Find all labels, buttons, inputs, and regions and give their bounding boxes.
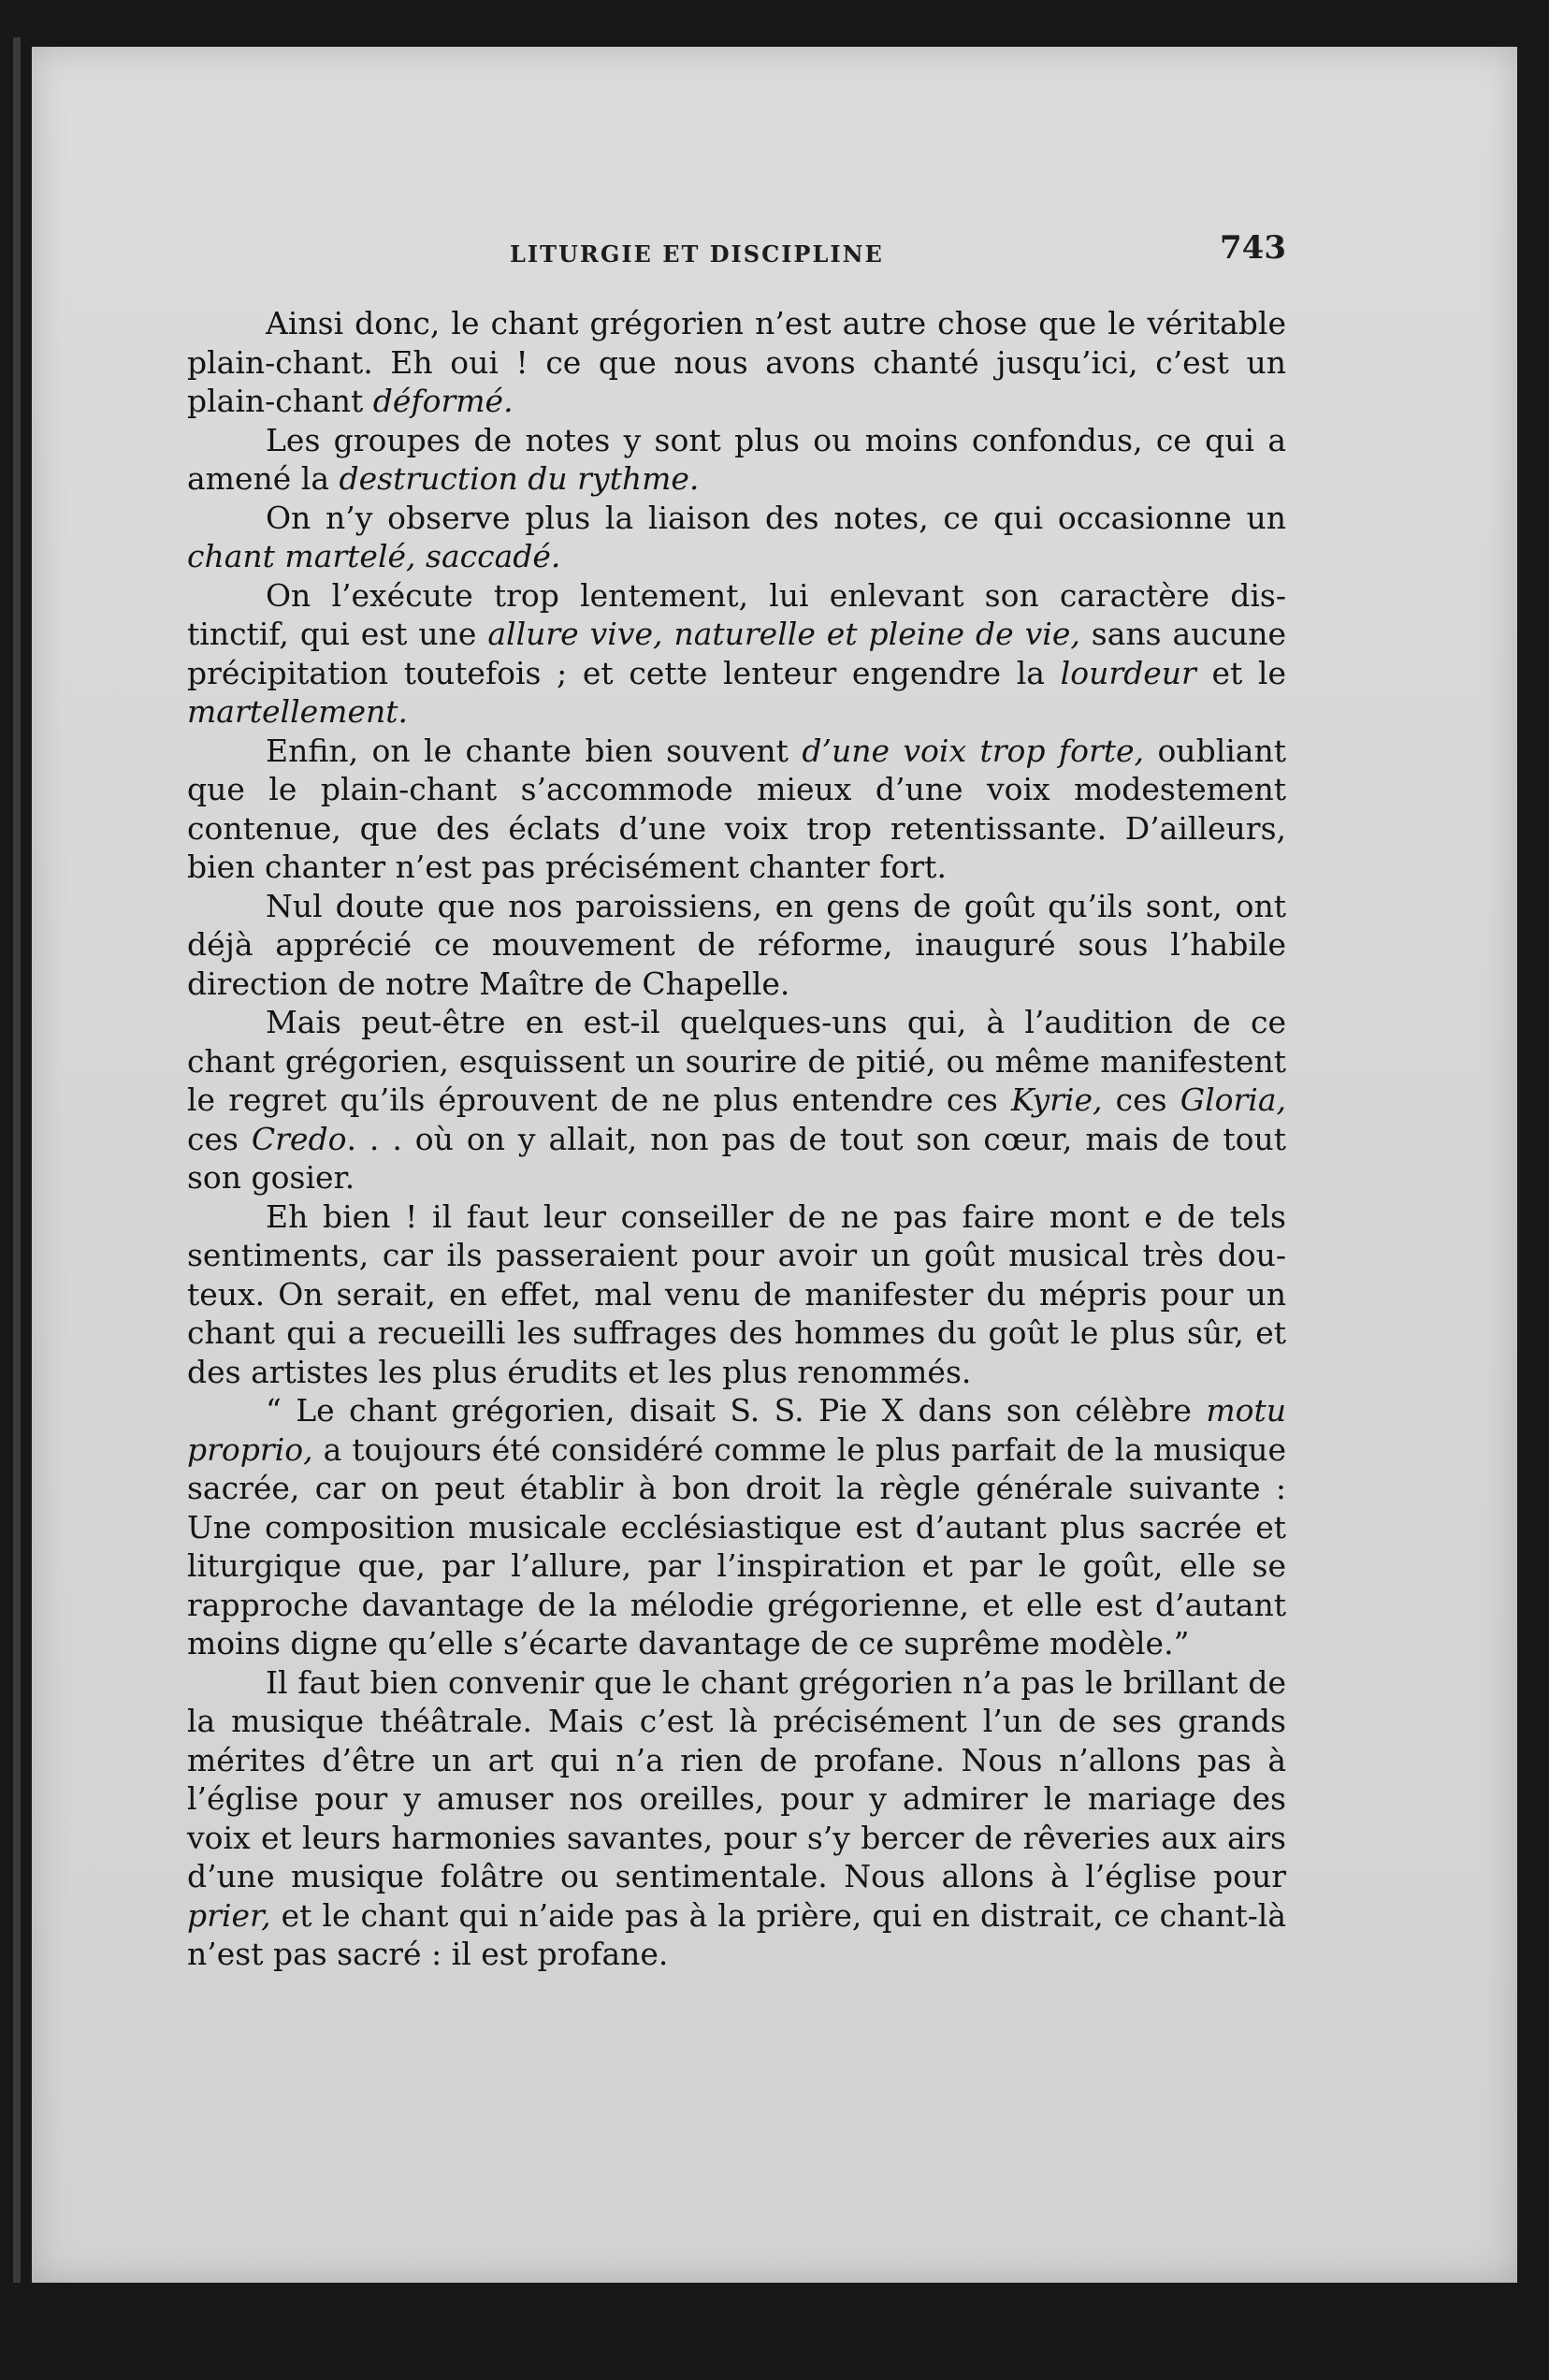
paragraph <box>187 887 1286 1004</box>
running-title: LITURGIE ET DISCIPLINE <box>510 240 884 268</box>
scan-border <box>13 37 21 2283</box>
paragraph <box>187 304 1286 421</box>
page-number: 743 <box>1220 229 1286 267</box>
text-run: Mais peut-être en est-il quelques-uns qui, à l’audition de ce chant grégorien, esquissent un sourire de pitié, ou même manifestent le regret qu’ils éprouvent de ne plus entendre ces <box>187 1004 1286 1118</box>
text-run: On l’exécute trop lentement, lui enlevant son caractère distinctif, qui est une <box>187 576 1286 652</box>
italic-run: déformé. <box>372 383 514 419</box>
italic-run: Credo <box>251 1120 347 1157</box>
text-run: et le chant qui n’aide pas à la prière, qui en distrait, ce chant-là n’est pas sacré : il est profane. <box>187 1896 1286 1972</box>
italic-run: martellement. <box>187 693 408 730</box>
text-run: . . . où on y allait, non pas de tout son cœur, mais de tout son gosier. <box>187 1120 1287 1196</box>
italic-run: chant martelé, saccadé. <box>187 538 561 574</box>
paragraph <box>187 1003 1286 1197</box>
paragraph <box>187 732 1286 887</box>
italic-run: d’une voix trop forte, <box>802 732 1145 769</box>
text-run: Ainsi donc, le chant grégorien n’est autre chose que le véritable plain-chant. Eh oui ! ce que nous avons chanté jusqu’ici, c’est un plain-chant <box>187 305 1286 419</box>
text-run: “ Le chant grégorien, disait S. S. Pie X dans son célèbre <box>266 1392 1207 1429</box>
text-run: Enfin, on le chante bien souvent <box>266 732 803 769</box>
italic-run: motu proprio, <box>187 1392 1286 1468</box>
text-run: ces <box>187 1120 252 1157</box>
running-head <box>187 229 1286 276</box>
text-run: On n’y observe plus la liaison des notes, ce qui occasionne un <box>266 499 1286 536</box>
text-run: ces <box>1102 1081 1180 1118</box>
paragraph <box>187 499 1286 576</box>
text-run: Eh bien ! il faut leur conseiller de ne pas faire mont e de tels sentiments, car ils passeraient pour avoir un goût musical très douteux. On serait, en effet, mal venu de manifester du mépris pour un chant qui a recueilli les suffrages des hommes du goût le plus sûr, et des artistes les plus érudits et les plus renommés. <box>187 1197 1286 1390</box>
paragraph <box>187 576 1286 732</box>
text-run: oubliant que le plain-chant s’accommode mieux d’une voix modestement contenue, que des éclats d’une voix trop retentissante. D’ailleurs, bien chanter n’est pas précisément chanter fort. <box>187 732 1286 885</box>
text-run: Nul doute que nos paroissiens, en gens de goût qu’ils sont, ont déjà apprécié ce mouvement de réforme, inauguré sous l’habile direction de notre Maître de Chapelle. <box>187 887 1286 1002</box>
italic-run: Gloria, <box>1180 1081 1286 1118</box>
text-run: sans aucune précipitation toutefois ; et cette lenteur engendre la <box>187 616 1286 691</box>
italic-run: allure vive, naturelle et pleine de vie, <box>487 616 1080 652</box>
italic-run: destruction du rythme. <box>339 460 700 497</box>
paragraph <box>187 421 1286 499</box>
text-run: Il faut bien convenir que le chant grégorien n’a pas le brillant de la musique théâtrale. Mais c’est là précisément l’un de ses grands mérites d’être un art qui n’a rien de profane. Nous n’allons pas à l’église pour y amuser nos oreilles, pour y admirer le mariage des voix et leurs harmonies savantes, pour s’y bercer de rêveries aux airs d’une musique folâtre ou sentimentale. Nous allons à l’église pour <box>187 1663 1286 1894</box>
paragraph <box>187 1391 1286 1663</box>
italic-run: lourdeur <box>1060 654 1196 691</box>
italic-run: prier, <box>187 1896 271 1934</box>
text-run: a toujours été considéré comme le plus parfait de la musique sacrée, car on peut établir à bon droit la règle générale suivante : Une composition musicale ecclésiastique est d’autant plus sacrée et liturgique que, par l’allure, par l’inspiration et par le goût, elle se rapproche davantage de la mélodie grégorienne, et elle est d’autant moins digne qu’elle s’écarte davantage de ce suprême modèle.” <box>187 1430 1286 1662</box>
body-text <box>187 304 1286 1974</box>
text-run: et le <box>1195 654 1287 691</box>
paragraph <box>187 1663 1286 1974</box>
paragraph <box>187 1197 1286 1392</box>
text-run: Les groupes de notes y sont plus ou moins confondus, ce qui a amené la <box>187 421 1286 497</box>
italic-run: Kyrie, <box>1010 1081 1103 1118</box>
